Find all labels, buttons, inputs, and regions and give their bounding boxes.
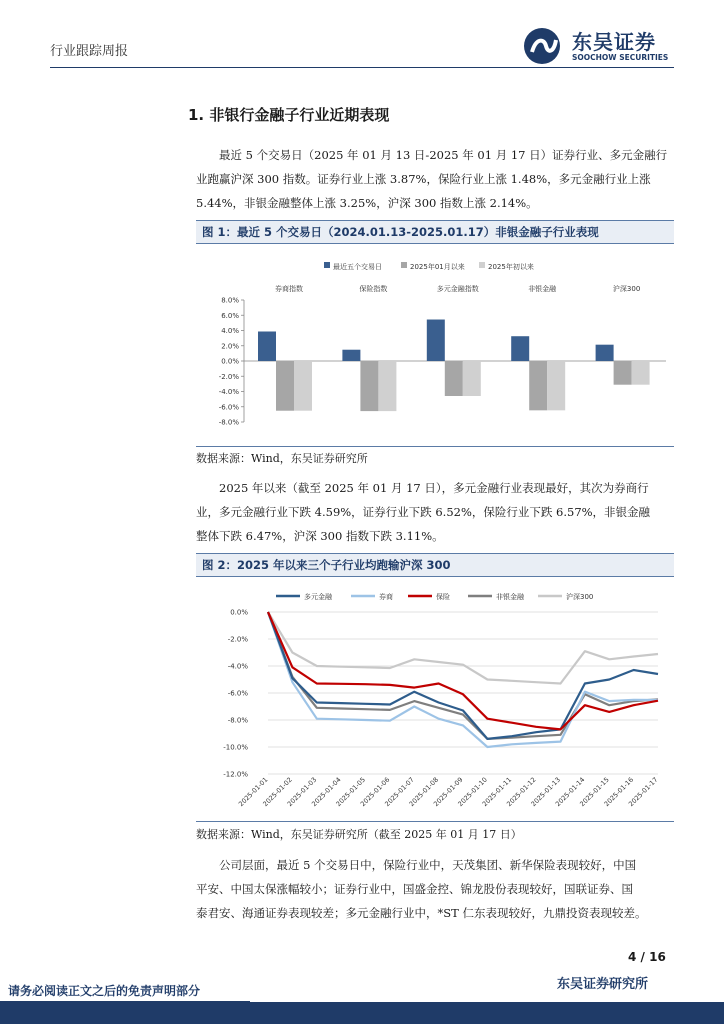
bar-3-1 [529, 361, 547, 410]
paragraph-2 [196, 476, 674, 548]
y-tick-label-1: 6.0% [221, 311, 239, 320]
y-tick-label-2: -4.0% [227, 662, 248, 671]
y-tick-label-1: -2.0% [227, 635, 248, 644]
bar-1-2 [378, 361, 396, 411]
paragraph-3-line-2: 平安、中国太保涨幅较小；证券行业中，国盛金控、锦龙股份表现较好，国联证券、国 [196, 882, 633, 896]
category-label-1: 保险指数 [359, 285, 388, 293]
y-tick-label-5: -10.0% [223, 743, 248, 752]
figure-1-source-rule [196, 446, 674, 447]
x-tick-label-1: 2025-01-02 [261, 775, 294, 809]
page-number: 4 / 16 [628, 950, 666, 964]
y-tick-label-0: 8.0% [221, 296, 239, 305]
x-tick-label-10: 2025-01-11 [480, 775, 514, 809]
y-tick-label-6: -12.0% [223, 770, 248, 779]
footer-disclaimer: 请务必阅读正文之后的免责声明部分 [8, 984, 201, 998]
x-tick-label-15: 2025-01-16 [602, 775, 636, 809]
y-tick-label-8: -8.0% [218, 418, 239, 427]
y-tick-label-6: -4.0% [218, 388, 239, 396]
legend-label-1: 券商 [379, 593, 393, 601]
x-tick-label-0: 2025-01-01 [237, 775, 270, 809]
paragraph-3 [196, 853, 674, 925]
figure-2-caption-bar [196, 553, 674, 577]
legend-swatch-1 [401, 262, 407, 268]
category-label-0: 券商指数 [275, 285, 303, 293]
paragraph-1-line-2: 业跑赢沪深 300 指数。证券行业上涨 3.87%，保险行业上涨 1.48%，多元金融行业上涨 [196, 172, 651, 186]
y-tick-label-3: 2.0% [221, 342, 239, 351]
y-tick-label-4: -8.0% [227, 716, 248, 725]
x-tick-label-16: 2025-01-17 [627, 775, 660, 809]
x-tick-label-14: 2025-01-15 [578, 775, 611, 809]
bar-3-2 [547, 361, 565, 410]
legend-label-1: 2025年01月以来 [410, 263, 465, 271]
paragraph-1 [196, 143, 674, 215]
legend-label-0: 多元金融 [304, 593, 332, 601]
soochow-logo-icon [522, 26, 566, 66]
bar-0-1 [276, 361, 294, 411]
y-tick-label-4: 0.0% [221, 357, 239, 366]
header-rule [50, 67, 674, 68]
paragraph-3-line-3: 泰君安、海通证券表现较差；多元金融行业中，*ST 仁东表现较好，九鼎投资表现较差。 [196, 906, 647, 920]
legend-label-2: 保险 [436, 593, 450, 601]
paragraph-2-line-3: 整体下跌 6.47%，沪深 300 指数下跌 3.11%。 [196, 529, 444, 543]
figure-1-caption-bar [196, 220, 674, 244]
paragraph-1-line-1: 最近 5 个交易日（2025 年 01 月 13 日-2025 年 01 月 17 日）证券行业、多元金融行 [219, 148, 668, 162]
bar-1-0 [342, 350, 360, 361]
bar-3-0 [511, 336, 529, 361]
paragraph-1-line-3: 5.44%，非银金融整体上涨 3.25%，沪深 300 指数上涨 2.14%。 [196, 196, 538, 210]
x-tick-label-11: 2025-01-12 [505, 775, 538, 809]
category-label-3: 非银金融 [528, 285, 557, 293]
legend-label-4: 沪深300 [566, 593, 594, 601]
footer-band [0, 1002, 724, 1024]
figure-1-source: 数据来源：Wind，东吴证券研究所 [196, 452, 368, 465]
category-label-2: 多元金融指数 [436, 285, 479, 293]
bar-4-1 [614, 361, 632, 385]
x-tick-label-12: 2025-01-13 [529, 775, 562, 809]
x-tick-label-2: 2025-01-03 [285, 775, 319, 809]
series-line-1 [268, 612, 658, 747]
bar-2-0 [427, 320, 445, 361]
logo-en-text: SOOCHOW SECURITIES [572, 53, 669, 62]
bar-4-2 [632, 361, 650, 385]
series-line-4 [268, 612, 658, 684]
legend-label-3: 非银金融 [496, 593, 524, 601]
legend-swatch-0 [324, 262, 330, 268]
bar-4-0 [596, 345, 614, 361]
x-tick-label-5: 2025-01-06 [358, 775, 392, 809]
bar-0-2 [294, 361, 312, 411]
figure-2-line-chart [196, 584, 674, 818]
legend-label-2: 2025年初以来 [488, 263, 534, 271]
figure-2-source: 数据来源：Wind，东吴证券研究所（截至 2025 年 01 月 17 日） [196, 828, 522, 841]
paragraph-2-line-1: 2025 年以来（截至 2025 年 01 月 17 日），多元金融行业表现最好，其次为券商行 [219, 481, 649, 495]
x-tick-label-4: 2025-01-05 [334, 775, 367, 809]
report-type-label: 行业跟踪周报 [50, 44, 129, 59]
category-label-4: 沪深300 [612, 285, 641, 293]
bar-0-0 [258, 331, 276, 361]
figure-1-caption: 图 1：最近 5 个交易日（2024.01.13-2025.01.17）非银金融子行业表现 [202, 225, 599, 239]
section-title: 1. 非银行金融子行业近期表现 [188, 106, 390, 124]
y-tick-label-7: -6.0% [218, 403, 239, 412]
paragraph-2-line-2: 业，多元金融行业下跌 4.59%，证券行业下跌 6.52%，保险行业下跌 6.57%，非银金融 [196, 505, 651, 519]
x-tick-label-8: 2025-01-09 [432, 775, 465, 809]
bar-2-2 [463, 361, 481, 396]
figure-1-bar-chart [196, 252, 674, 442]
x-tick-label-9: 2025-01-10 [456, 775, 489, 809]
legend-label-0: 最近五个交易日 [333, 263, 382, 271]
logo-cn-text: 东吴证券 [572, 30, 656, 54]
x-tick-label-7: 2025-01-08 [407, 775, 441, 809]
figure-2-source-rule [196, 821, 674, 822]
paragraph-3-line-1: 公司层面，最近 5 个交易日中，保险行业中，天茂集团、新华保险表现较好，中国 [219, 858, 637, 872]
figure-2-caption: 图 2：2025 年以来三个子行业均跑输沪深 300 [202, 558, 451, 572]
bar-2-1 [445, 361, 463, 396]
x-tick-label-3: 2025-01-04 [310, 775, 343, 809]
legend-swatch-2 [479, 262, 485, 268]
footer-institute: 东吴证券研究所 [557, 977, 649, 992]
bar-1-1 [360, 361, 378, 411]
x-tick-label-13: 2025-01-14 [553, 775, 587, 809]
brand-logo [522, 26, 682, 66]
y-tick-label-3: -6.0% [227, 689, 248, 698]
y-tick-label-5: -2.0% [218, 372, 239, 381]
y-tick-label-0: 0.0% [230, 608, 248, 617]
x-tick-label-6: 2025-01-07 [383, 775, 416, 809]
y-tick-label-2: 4.0% [221, 327, 239, 335]
